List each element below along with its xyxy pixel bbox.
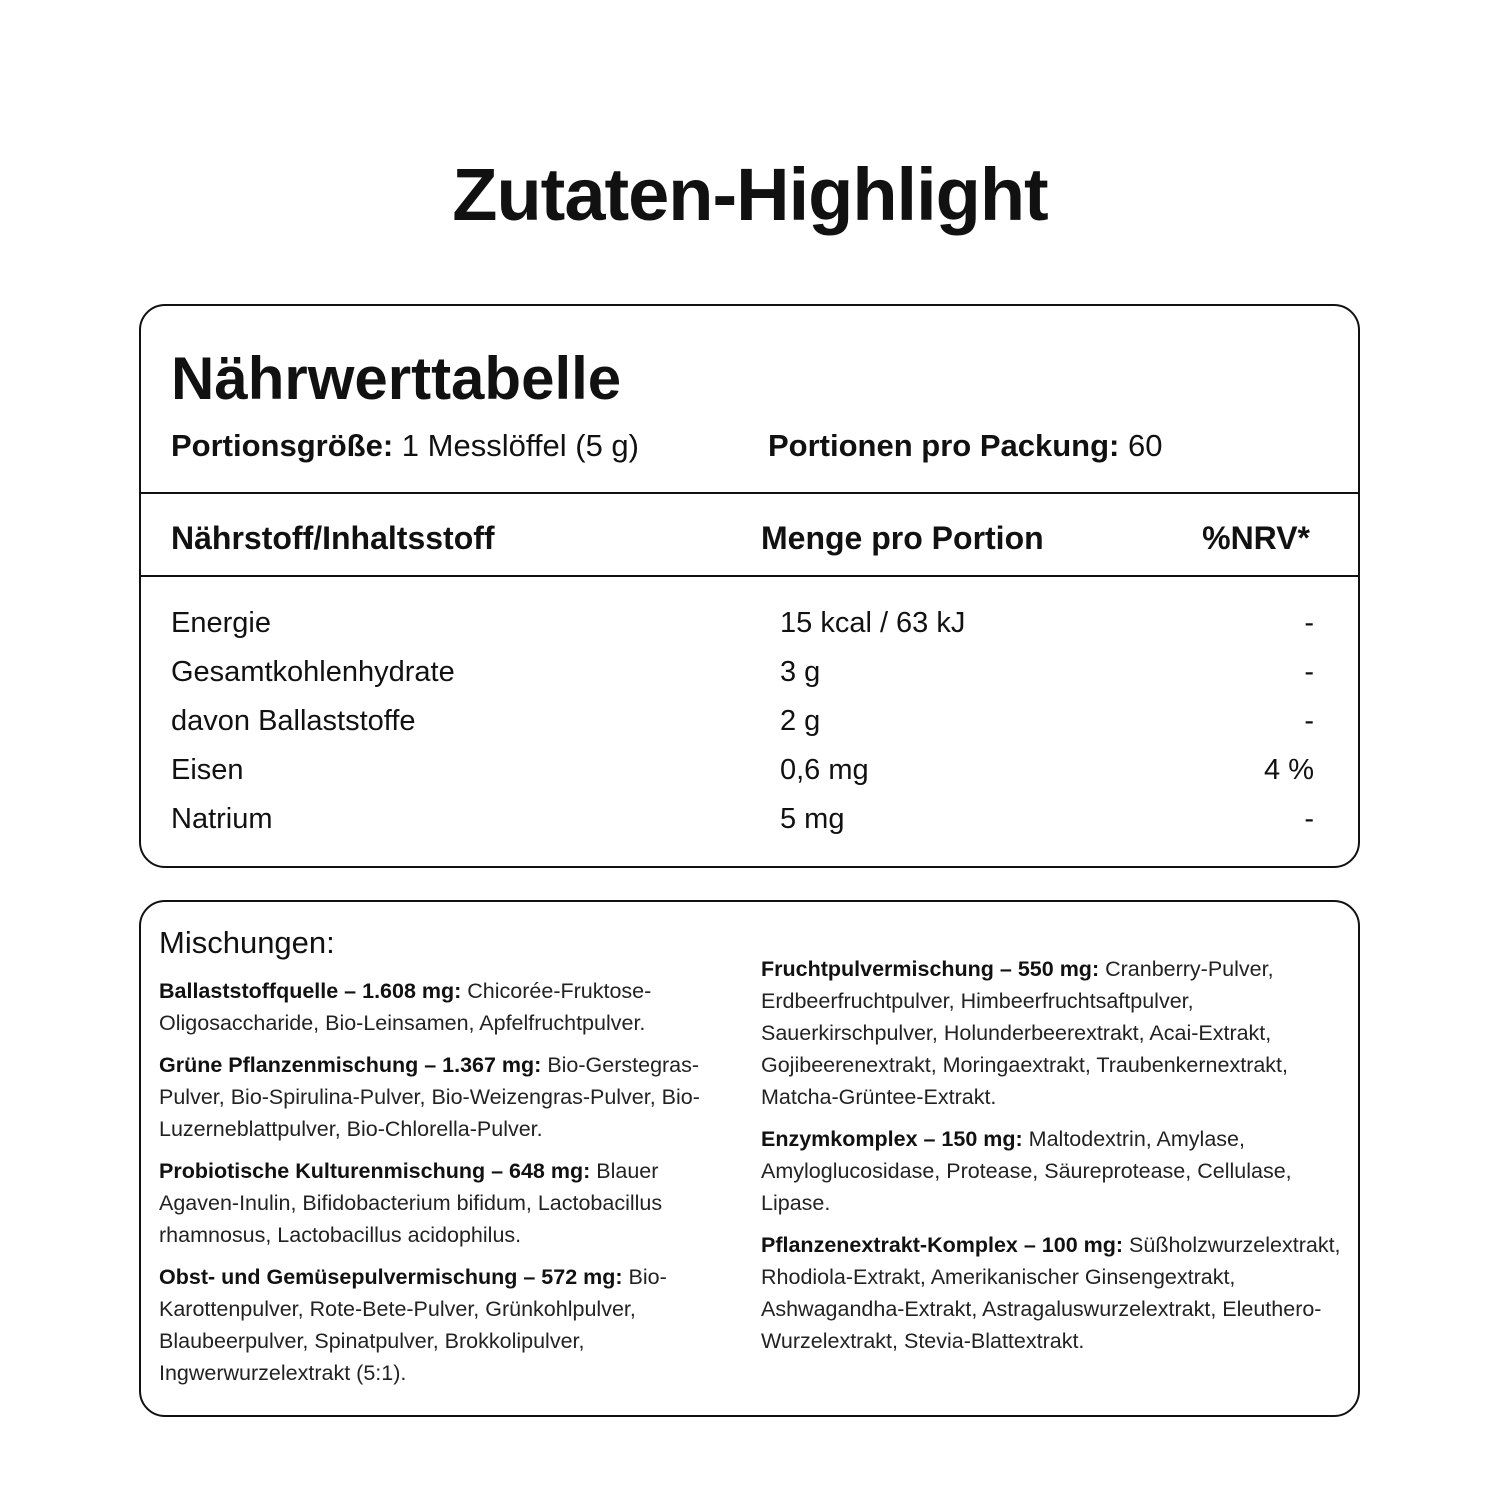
mix-label: Obst- und Gemüsepulvermischung – 572 mg: (159, 1265, 623, 1289)
mix-ingredients: Blauer Agaven-Inulin, Bifidobacterium bifidum, Lactobacillus rhamnosus, Lactobacillus acidophilus. (159, 1159, 663, 1247)
nutrient-name: davon Ballaststoffe (171, 705, 416, 737)
serving-size-label: Portionsgröße: (171, 428, 394, 463)
nutrition-rows (141, 602, 1358, 847)
column-header-amount: Menge pro Portion (761, 520, 1044, 556)
mix-ingredients: Bio-Gerstegras-Pulver, Bio-Spirulina-Pulver, Bio-Weizengras-Pulver, Bio-Luzerneblattpulver, Bio-Chlorella-Pulver. (159, 1053, 700, 1141)
servings-label: Portionen pro Packung: (768, 428, 1120, 463)
table-row (141, 798, 1358, 847)
nutrition-column-headers (141, 494, 1358, 577)
mix-label: Pflanzenextrakt-Komplex – 100 mg: (761, 1233, 1124, 1257)
mixes-left-column (159, 975, 734, 1399)
mix-label: Probiotische Kulturenmischung – 648 mg: (159, 1159, 591, 1183)
mix-ingredients: Cranberry-Pulver, Erdbeerfruchtpulver, Himbeerfruchtsaftpulver, Sauerkirschpulver, Holunderbeerextrakt, Acai-Extrakt, Gojibeerenextrakt, Moringaextrakt, Traubenkernextrakt, Matcha-Grüntee-Extrakt. (761, 957, 1289, 1109)
mix-item (761, 1229, 1341, 1357)
mix-ingredients: Chicorée-Fruktose-Oligosaccharide, Bio-Leinsamen, Apfelfruchtpulver. (159, 979, 652, 1035)
mix-item (761, 1123, 1341, 1219)
mix-label: Enzymkomplex – 150 mg: (761, 1127, 1023, 1151)
servings-value: 60 (1127, 428, 1163, 463)
mix-ingredients: Süßholzwurzelextrakt, Rhodiola-Extrakt, Amerikanischer Ginsengextrakt, Ashwagandha-Extrakt, Astragaluswurzelextrakt, Eleuthero-Wurzelextrakt, Stevia-Blattextrakt. (761, 1233, 1341, 1353)
nutrient-amount: 0,6 mg (780, 754, 869, 786)
nutrition-header (141, 306, 1358, 494)
nutrition-title: Nährwerttabelle (171, 345, 622, 412)
serving-size (171, 426, 639, 466)
serving-size-value: 1 Messlöffel (5 g) (401, 428, 639, 463)
nutrient-amount: 2 g (780, 705, 821, 737)
mix-item (159, 975, 734, 1039)
nutrient-amount: 3 g (780, 656, 821, 688)
mix-label: Ballaststoffquelle – 1.608 mg: (159, 979, 462, 1003)
nutrient-name: Gesamtkohlenhydrate (171, 656, 455, 688)
mix-label: Grüne Pflanzenmischung – 1.367 mg: (159, 1053, 542, 1077)
nutrient-nrv: - (1304, 656, 1314, 688)
column-header-nutrient: Nährstoff/Inhaltsstoff (171, 520, 495, 556)
mix-item (761, 953, 1341, 1113)
nutrient-name: Energie (171, 607, 271, 639)
nutrient-nrv: - (1304, 607, 1314, 639)
mixes-card (139, 900, 1360, 1417)
nutrient-nrv: - (1304, 803, 1314, 835)
nutrient-nrv: - (1304, 705, 1314, 737)
mix-item (159, 1261, 734, 1389)
mix-label: Fruchtpulvermischung – 550 mg: (761, 957, 1100, 981)
table-row (141, 602, 1358, 651)
mix-item (159, 1155, 734, 1251)
table-row (141, 700, 1358, 749)
table-row (141, 651, 1358, 700)
nutrient-nrv: 4 % (1264, 754, 1314, 786)
nutrient-amount: 15 kcal / 63 kJ (780, 607, 966, 639)
mixes-right-column (761, 953, 1341, 1367)
page-title: Zutaten-Highlight (452, 153, 1048, 236)
nutrient-amount: 5 mg (780, 803, 845, 835)
mix-item (159, 1049, 734, 1145)
mixes-title: Mischungen: (159, 925, 335, 960)
mix-ingredients: Bio-Karottenpulver, Rote-Bete-Pulver, Grünkohlpulver, Blaubeerpulver, Spinatpulver, Brokkolipulver, Ingwerwurzelextrakt (5:1). (159, 1265, 667, 1385)
mix-ingredients: Maltodextrin, Amylase, Amyloglucosidase, Protease, Säureprotease, Cellulase, Lipase. (761, 1127, 1292, 1215)
column-header-nrv: %NRV* (1202, 520, 1310, 556)
nutrient-name: Natrium (171, 803, 273, 835)
nutrient-name: Eisen (171, 754, 244, 786)
servings-per-pack (768, 426, 1162, 466)
table-row (141, 749, 1358, 798)
nutrition-table-card (139, 304, 1360, 868)
